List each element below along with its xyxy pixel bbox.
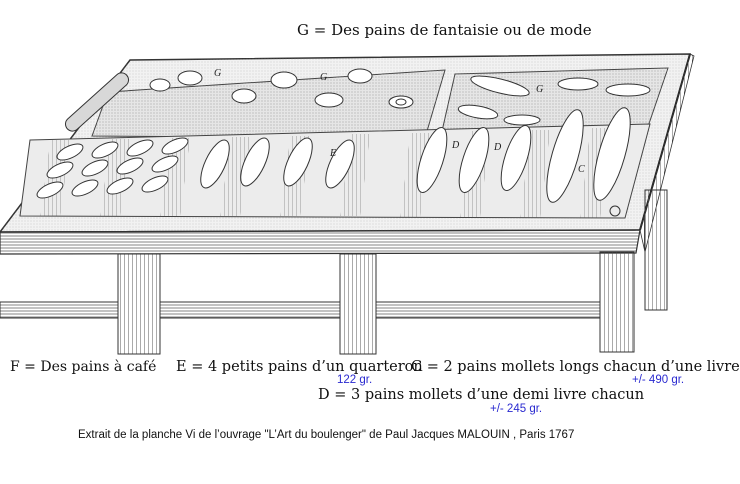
engraving-letter: D — [452, 140, 460, 151]
caption-d: D = 3 pains mollets d’une demi livre chacun — [318, 387, 645, 403]
engraving-letter: D — [494, 142, 502, 153]
weight-c: +/- 490 gr. — [632, 374, 685, 386]
bakery-table-engraving — [0, 40, 700, 358]
engraving-letter: C — [578, 164, 585, 175]
caption-f: F = Des pains à café — [10, 359, 157, 375]
caption-e: E = 4 petits pains d’un quarteron — [176, 359, 423, 375]
engraving-letter: E — [330, 148, 337, 159]
engraving-letter: G — [320, 72, 328, 83]
engraving-letter: G — [536, 84, 544, 95]
caption-g: G = Des pains de fantaisie ou de mode — [297, 21, 592, 39]
engraving-letter: G — [214, 68, 222, 79]
source-line: Extrait de la planche Vi de l’ouvrage "L’Art du boulenger" de Paul Jacques MALOUIN , Paris 1767 — [78, 429, 575, 441]
caption-c: C = 2 pains mollets longs chacun d’une livre — [411, 359, 740, 375]
weight-e: 122 gr. — [337, 374, 373, 386]
weight-d: +/- 245 gr. — [490, 403, 543, 415]
